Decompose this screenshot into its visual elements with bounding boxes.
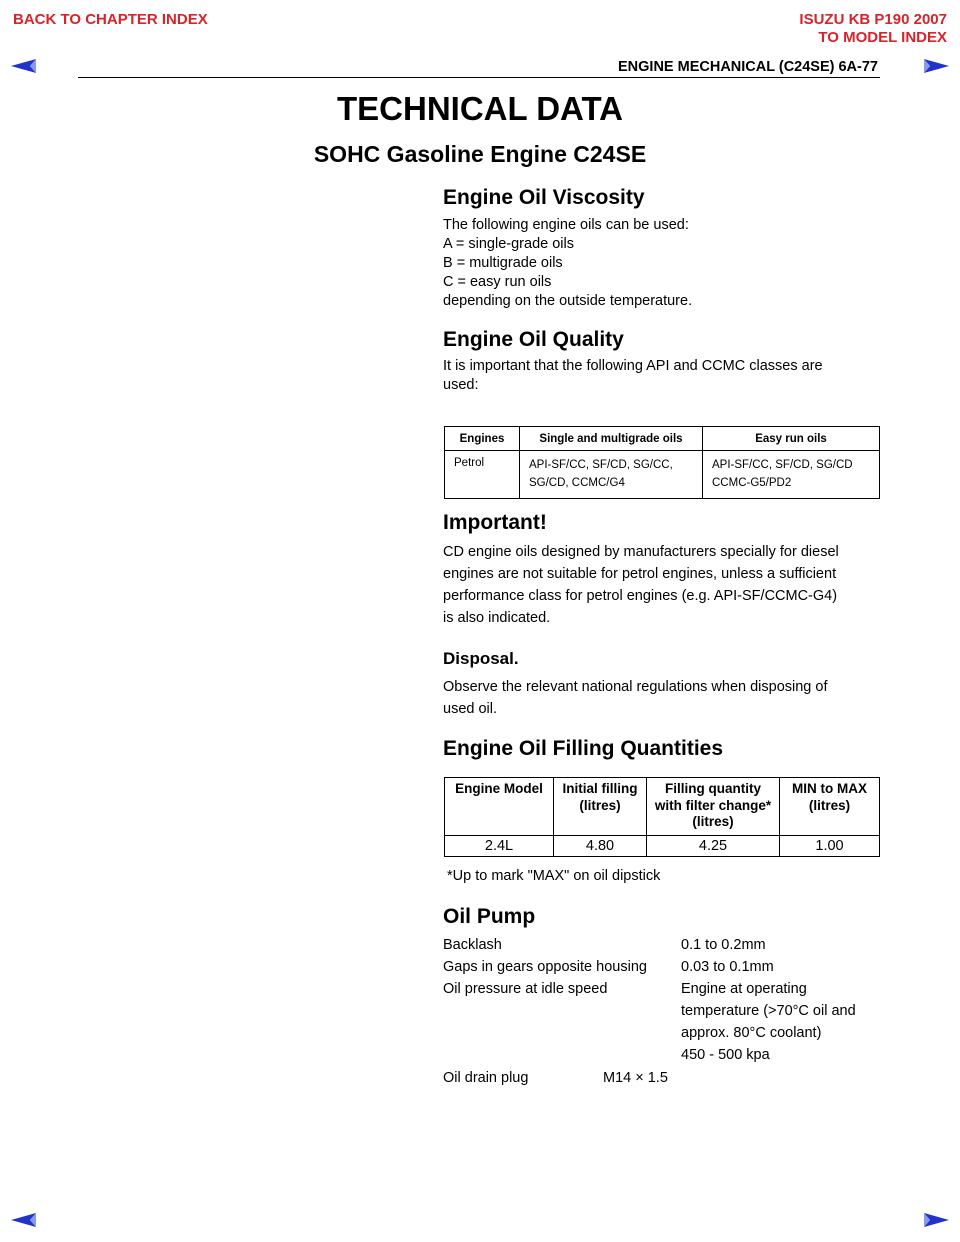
spec-value-line: Engine at operating [681, 981, 807, 997]
spec-value [681, 978, 856, 1066]
table-header-line: (litres) [808, 797, 851, 813]
spec-value: 0.1 to 0.2mm [681, 937, 766, 953]
drain-plug-label: Oil drain plug [443, 1070, 529, 1086]
table-header-cell [554, 778, 647, 836]
page-title: TECHNICAL DATA [337, 90, 623, 127]
table-header-line: (litres) [579, 797, 621, 813]
spec-label: Backlash [443, 937, 502, 953]
drain-plug-value: M14 × 1.5 [603, 1070, 668, 1086]
header-divider [78, 77, 880, 78]
important-text [443, 541, 839, 629]
important-line: is also indicated. [443, 610, 551, 626]
table-row [445, 451, 880, 499]
oil-pump-heading: Oil Pump [443, 905, 536, 928]
spec-value-line: approx. 80°C coolant) [681, 1025, 822, 1041]
important-line: performance class for petrol engines (e.g. API-SF/CCMC-G4) [443, 588, 838, 604]
important-line: CD engine oils designed by manufacturers specially for diesel [443, 544, 839, 560]
table-header-row [445, 778, 880, 836]
table-header-cell [445, 778, 554, 836]
section-header: ENGINE MECHANICAL (C24SE) 6A-77 [618, 59, 878, 75]
next-page-arrow-icon[interactable] [922, 58, 950, 74]
spec-value: 0.03 to 0.1mm [681, 959, 774, 975]
table-header-cell [647, 778, 780, 836]
viscosity-text [443, 216, 692, 311]
disposal-line: used oil. [443, 701, 498, 717]
spec-label: Gaps in gears opposite housing [443, 959, 647, 975]
table-cell [703, 451, 880, 499]
table-header-cell [780, 778, 880, 836]
next-page-arrow-icon[interactable] [922, 1212, 950, 1228]
table-cell: 4.25 [647, 836, 780, 857]
quality-line: used: [443, 377, 479, 393]
spec-value-line: 450 - 500 kpa [681, 1047, 770, 1063]
table-cell-line: SG/CD, CCMC/G4 [529, 477, 625, 489]
disposal-text [443, 676, 828, 720]
table-cell-line: API-SF/CC, SF/CD, SG/CD [712, 459, 853, 471]
table-header-line: Initial filling [562, 781, 638, 796]
to-model-index-link[interactable]: TO MODEL INDEX [818, 29, 947, 46]
important-line: engines are not suitable for petrol engines, unless a sufficient [443, 566, 837, 582]
table-cell: 2.4L [445, 836, 554, 857]
table-cell-line: API-SF/CC, SF/CD, SG/CC, [529, 459, 673, 471]
viscosity-line: The following engine oils can be used: [443, 217, 689, 233]
viscosity-line: B = multigrade oils [443, 255, 563, 271]
table-header-cell: Easy run oils [703, 427, 880, 451]
table-cell: 4.80 [554, 836, 647, 857]
spec-value-line: temperature (>70°C oil and [681, 1003, 856, 1019]
table-cell: Petrol [445, 451, 520, 499]
filling-heading: Engine Oil Filling Quantities [443, 737, 724, 760]
model-name-link[interactable]: ISUZU KB P190 2007 [799, 11, 947, 28]
quality-text [443, 357, 823, 395]
filling-footnote: *Up to mark "MAX" on oil dipstick [447, 868, 661, 884]
disposal-line: Observe the relevant national regulations when disposing of [443, 679, 828, 695]
table-cell [520, 451, 703, 499]
table-header-row [445, 427, 880, 451]
oil-quality-table [444, 426, 880, 499]
table-header-line: (litres) [692, 814, 734, 829]
table-header-line: Filling quantity [665, 781, 761, 796]
previous-page-arrow-icon[interactable] [10, 1212, 38, 1228]
previous-page-arrow-icon[interactable] [10, 58, 38, 74]
spec-label: Oil pressure at idle speed [443, 981, 608, 997]
table-cell-line: CCMC-G5/PD2 [712, 477, 792, 489]
viscosity-heading: Engine Oil Viscosity [443, 186, 645, 209]
table-row [445, 836, 880, 857]
table-header-cell: Engines [445, 427, 520, 451]
important-heading: Important! [443, 511, 547, 534]
quality-line: It is important that the following API and CCMC classes are [443, 358, 823, 374]
viscosity-line: C = easy run oils [443, 274, 552, 290]
table-cell: 1.00 [780, 836, 880, 857]
page-subtitle: SOHC Gasoline Engine C24SE [313, 141, 647, 167]
table-header-line: Engine Model [455, 781, 543, 796]
viscosity-line: depending on the outside temperature. [443, 293, 693, 309]
table-header-line: MIN to MAX [792, 781, 867, 796]
quality-heading: Engine Oil Quality [443, 328, 624, 351]
table-header-cell: Single and multigrade oils [520, 427, 703, 451]
disposal-heading: Disposal. [443, 649, 519, 668]
back-to-chapter-index-link[interactable]: BACK TO CHAPTER INDEX [13, 11, 208, 28]
viscosity-line: A = single-grade oils [443, 236, 574, 252]
oil-filling-table [444, 777, 880, 857]
table-header-line: with filter change* [654, 797, 772, 813]
